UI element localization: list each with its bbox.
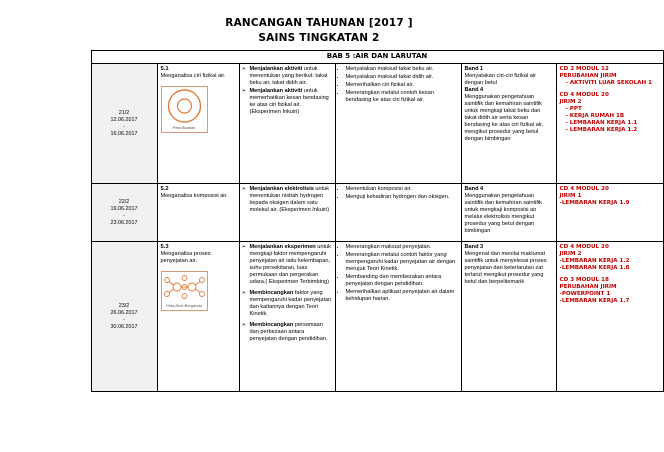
plan-table [78, 50, 664, 392]
topic-cell: 5.3 Menganalisa proses penyejatan air. Peta Buih Berganda [157, 242, 239, 392]
activities-cell: ➢ Menjalankan aktiviti untuk menentukan yang berikut: takat beku air, takat didih air. ➢ Menjalankan aktiviti untuk memerhatikan kesan bendasing ke atas ciri fizikal air. (Eksperimen Inkuiri) [239, 64, 335, 184]
outcomes-cell: • Menentukan komposisi air. • Menguji kehadiran hydrogen dan oksigen. [335, 184, 461, 242]
week-cell: 22/2 19.06.2017 - 23.06.2017 [91, 184, 157, 242]
topic-cell: 5.2 Menganalisa komposisi air. [157, 184, 239, 242]
activities-cell: ➢ Menjalankan elektrolisis untuk menentukan nisbah hydrogen kepada oksigen dalam satu molekul air. (Eksperimen Inkuiri) [239, 184, 335, 242]
table-row [78, 242, 663, 392]
chapter-heading: BAB 5 :AIR DAN LARUTAN [91, 51, 663, 64]
double-bubble-map-image: Peta Buih Berganda [161, 271, 208, 311]
outcomes-cell: • Menyatakan maksud takat beku air. • Menyatakan maksud takat didih air. • Memerihalkan ciri fizikal air. • Menerangkan melalui contoh kesan bendasing ke atas ciri fizikal air. [335, 64, 461, 184]
topic-cell: 5.1 Menganalisa ciri fizikal air. Peta Bulatan [157, 64, 239, 184]
resources-cell: CD 4 MODUL 20 JIRIM 1 -LEMBARAN KERJA 1.9 [556, 184, 663, 242]
activities-cell: ➢ Menjalankan eksperimen untuk mengkaji faktor mempengaruhi penyejatan air iaitu kelembapan, suhu persekitaran, luas permukaan dan pergerakan udara.( Eksperimen Terbimbing) ➢ Membincangkan faktor yang mempengaruhi kadar penyejatan dan kaitannya dengan Teori Kinetik. ➢ Membincangkan persamaan dan perbezaan antara penyejatan dengan pendidihan. [239, 242, 335, 392]
document-title: RANCANGAN TAHUNAN [2017 ] [225, 17, 413, 29]
table-row [78, 184, 663, 242]
circle-map-image: Peta Bulatan [161, 86, 208, 133]
document-subtitle: SAINS TINGKATAN 2 [258, 32, 380, 44]
band-cell: Band 4 Menggunakan pengetahuan saintifik dan kemahiran saintifik untuk mengkaji komposisi air melalui elektrolisis mengikut prosedur yang betul dengan bimbingan [461, 184, 556, 242]
band-cell: Band 1 Menyatakan ciri-ciri fizikal air dengan betul Band 4 Menggunakan pengetahuan saintifik dan kemahiran saintifik untuk mengkaji takat beku dan takat didih air serta kesan bendasing ke atas ciri fizikal air, mengikut prosedur yang betul dengan bimbingan [461, 64, 556, 184]
resources-cell: CD 4 MODUL 20 JIRIM 2 -LEMBARAN KERJA 1.2 -LEMBARAN KERJA 1.8 CD 3 MODUL 18 PERUBAHAN JIRIM -POWERPOINT 1 -LEMBARAN KERJA 1.7 [556, 242, 663, 392]
band-cell: Band 3 Mengenal dan menilai maklumat saintifik untuk menyelesai proses penyejatan dan keterlarutan zat terlarut mengikut prosedur yang betul dan berpelitemarik [461, 242, 556, 392]
resources-cell: CD 2 MODUL 12 PERUBAHAN JIRIM - AKTIVITI LUAR SEKOLAH 1 CD 4 MODUL 20 JIRIM 2 - PPT - KERJA RUMAH 1B - LEMBARAN KERJA 1.1 - LEMBARAN KERJA 1.2 [556, 64, 663, 184]
week-cell: 23/2 26.06.2017 - 30.06.2017 [91, 242, 157, 392]
table-row [78, 64, 663, 184]
week-cell: 21/2 12.06.2017 - 16.06.2017 [91, 64, 157, 184]
outcomes-cell: • Menerangkan maksud penyejatan. • Menerangkan melalui contoh faktor yang mempengaruhi kadar penyejatan air dengan merujuk Teori Kinetik. • Membanding dan membezakan antara penyejatan dengan pendidihan. • Memerihalkan aplikasi penyejatan air dalam kehidupan harian. [335, 242, 461, 392]
